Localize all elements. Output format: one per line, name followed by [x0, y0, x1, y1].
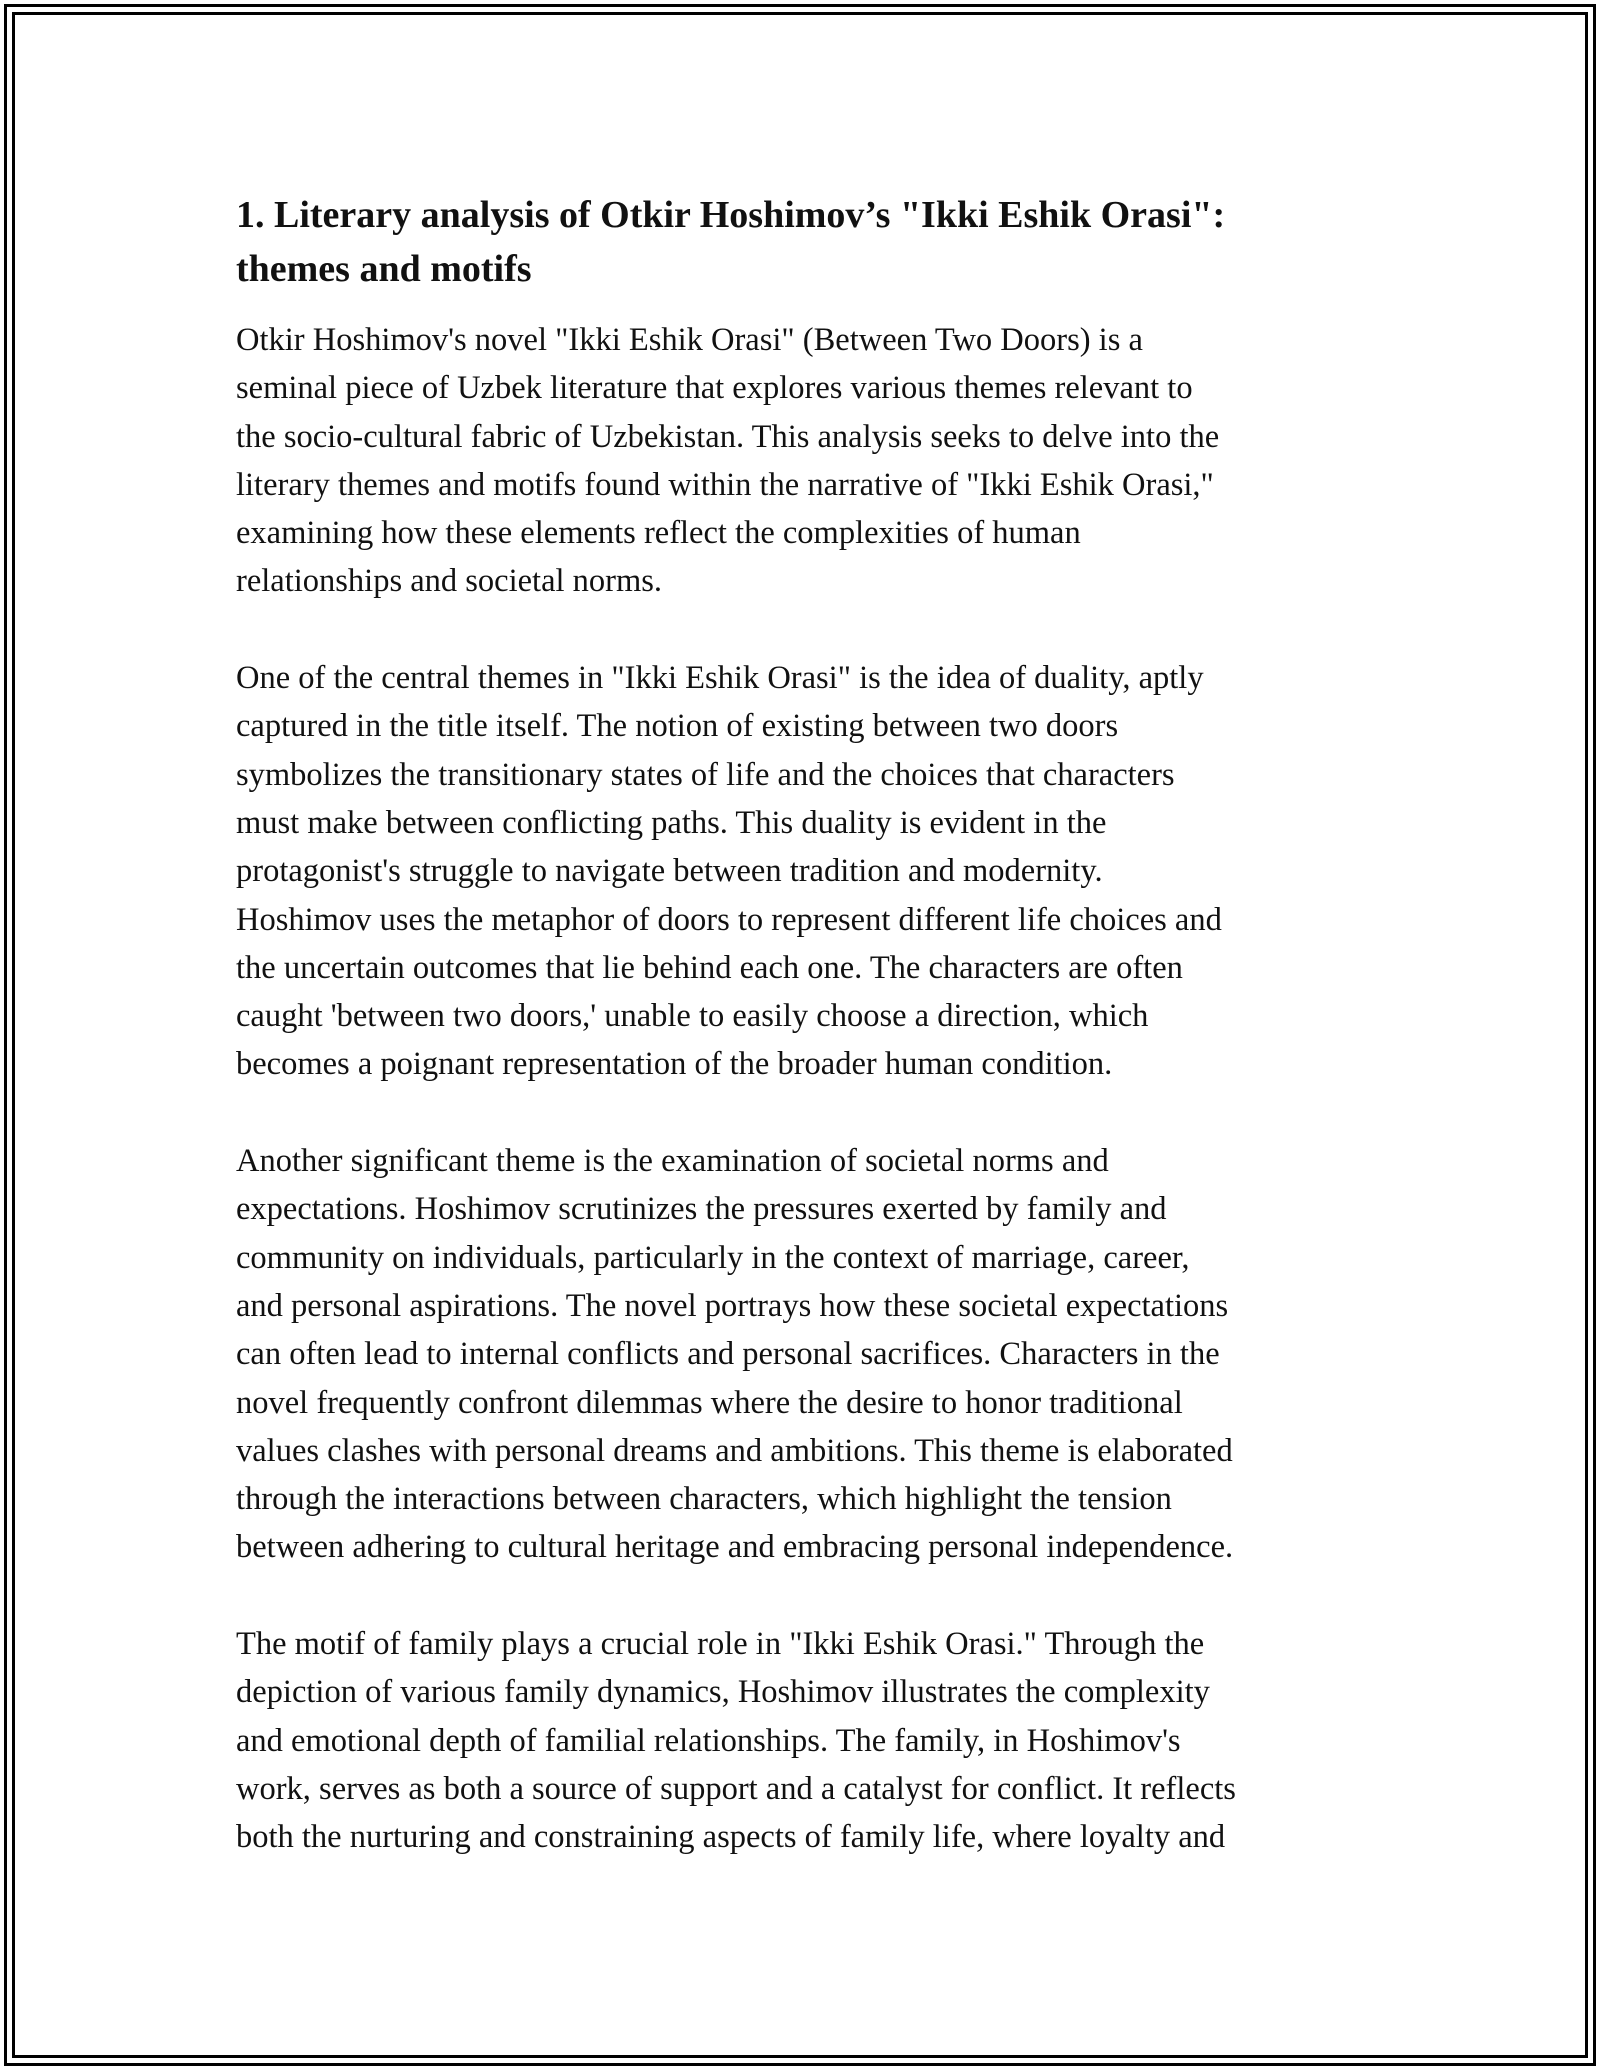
text-line: both the nurturing and constraining aspects of family life, where loyalty and — [236, 1819, 1226, 1856]
document-body — [236, 188, 1376, 1910]
text-line: expectations. Hoshimov scrutinizes the pressures exerted by family and — [236, 1191, 1167, 1228]
text-line: examining how these elements reflect the complexities of human — [236, 515, 1081, 552]
text-line: Hoshimov uses the metaphor of doors to represent different life choices and — [236, 901, 1222, 938]
text-line: captured in the title itself. The notion of existing between two doors — [236, 708, 1119, 745]
text-line: seminal piece of Uzbek literature that explores various themes relevant to — [236, 370, 1193, 407]
text-line: must make between conflicting paths. This duality is evident in the — [236, 804, 1107, 841]
text-line: and personal aspirations. The novel portrays how these societal expectations — [236, 1287, 1229, 1324]
text-line: the uncertain outcomes that lie behind each one. The characters are often — [236, 949, 1183, 986]
paragraph-duality — [236, 654, 1376, 1089]
text-line: Otkir Hoshimov's novel "Ikki Eshik Orasi" (Between Two Doors) is a — [236, 322, 1143, 358]
text-line: novel frequently confront dilemmas where the desire to honor traditional — [236, 1384, 1183, 1421]
text-line: literary themes and motifs found within the narrative of "Ikki Eshik Orasi," — [236, 466, 1214, 503]
text-line: and emotional depth of familial relationships. The family, in Hoshimov's — [236, 1722, 1181, 1759]
text-line: The motif of family plays a crucial role in "Ikki Eshik Orasi." Through the — [236, 1626, 1205, 1663]
section-title-line: 1. Literary analysis of Otkir Hoshimov’s "Ikki Eshik Orasi": — [236, 194, 1226, 236]
text-line: values clashes with personal dreams and ambitions. This theme is elaborated — [236, 1432, 1233, 1469]
text-line: through the interactions between characters, which highlight the tension — [236, 1481, 1172, 1518]
section-title — [236, 188, 1376, 296]
text-line: becomes a poignant representation of the broader human condition. — [236, 1046, 1113, 1083]
text-line: symbolizes the transitionary states of life and the choices that characters — [236, 756, 1175, 793]
section-title-line: themes and motifs — [236, 248, 532, 290]
text-line: caught 'between two doors,' unable to easily choose a direction, which — [236, 998, 1149, 1035]
text-line: One of the central themes in "Ikki Eshik Orasi" is the idea of duality, aptly — [236, 660, 1204, 697]
text-line: Another significant theme is the examination of societal norms and — [236, 1143, 1109, 1180]
paragraph-societal-norms — [236, 1137, 1376, 1572]
text-line: community on individuals, particularly in the context of marriage, career, — [236, 1239, 1190, 1276]
text-line: can often lead to internal conflicts and personal sacrifices. Characters in the — [236, 1336, 1220, 1373]
paragraph-intro — [236, 316, 1376, 606]
text-line: the socio-cultural fabric of Uzbekistan. This analysis seeks to delve into the — [236, 418, 1220, 455]
text-line: relationships and societal norms. — [236, 563, 663, 600]
text-line: protagonist's struggle to navigate between tradition and modernity. — [236, 853, 1103, 890]
text-line: between adhering to cultural heritage and embracing personal independence. — [236, 1529, 1234, 1566]
text-line: depiction of various family dynamics, Hoshimov illustrates the complexity — [236, 1674, 1210, 1711]
text-line: work, serves as both a source of support and a catalyst for conflict. It reflects — [236, 1770, 1236, 1807]
paragraph-family-motif — [236, 1620, 1376, 1861]
